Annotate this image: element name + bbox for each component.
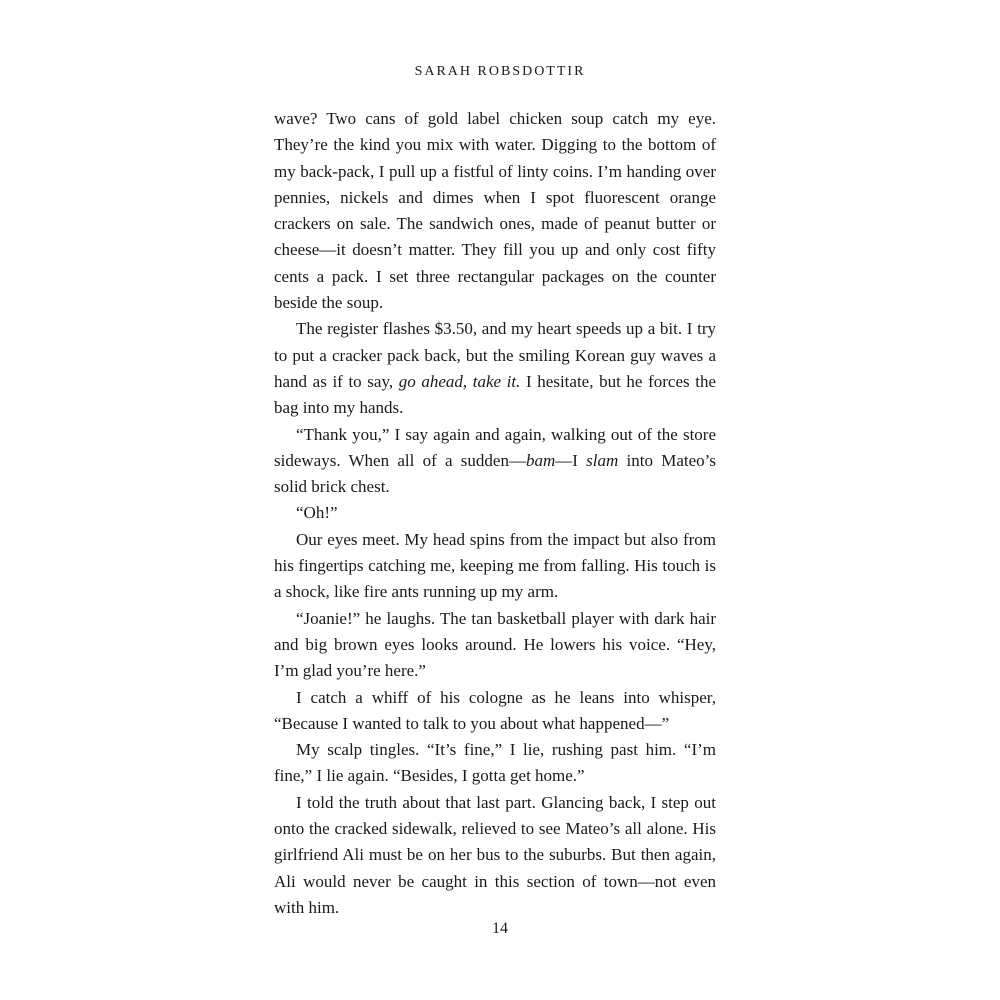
paragraph-7: I catch a whiff of his cologne as he leans into whisper, “Because I wanted to talk to you about what happened—” <box>274 687 716 733</box>
paragraph-2-part-2: I hesitate, but he forces the bag into my hands. <box>274 371 716 418</box>
running-head-author: SARAH ROBSDOTTIR <box>414 64 586 79</box>
paragraph-9: I told the truth about that last part. Glancing back, I step out onto the cracked sidewalk, relieved to see Mateo’s all alone. His girlfriend Ali must be on her bus to the suburbs. But then again, Ali would never be caught in this section of town—not even with him. <box>274 792 716 917</box>
paragraph-3-part-3: into Mateo’s solid brick chest. <box>274 450 717 497</box>
body-text <box>274 106 716 921</box>
paragraph-3 <box>274 422 716 501</box>
paragraph-2-part-1: The register flashes $3.50, and my heart speeds up a bit. I try to put a cracker pack back, but the smiling Korean guy waves a hand as if to say, <box>274 319 716 391</box>
paragraph-8: My scalp tingles. “It’s fine,” I lie, rushing past him. “I’m fine,” I lie again. “Besides, I gotta get home.” <box>274 740 716 786</box>
paragraph-4: “Oh!” <box>296 503 338 523</box>
paragraph-3-italic-2: slam <box>586 450 619 470</box>
paragraph-3-part-1: “Thank you,” I say again and again, walking out of the store sideways. When all of a sudden— <box>274 424 716 470</box>
paragraph-5: Our eyes meet. My head spins from the impact but also from his fingertips catching me, keeping me from falling. His touch is a shock, like fire ants running up my arm. <box>274 529 716 602</box>
paragraph-3-part-2: —I <box>555 450 587 470</box>
paragraph-1: wave? Two cans of gold label chicken soup catch my eye. They’re the kind you mix with water. Digging to the bottom of my back-pack, I pull up a fistful of linty coins. I’m handing over pennies, nickels and dimes when I spot fluorescent orange crackers on sale. The sandwich ones, made of peanut butter or cheese—it doesn’t matter. They fill you up and only cost fifty cents a pack. I set three rectangular packages on the counter beside the soup. <box>274 109 716 313</box>
paragraph-3-italic-1: bam <box>525 450 556 470</box>
page-number: 14 <box>492 920 508 937</box>
paragraph-6: “Joanie!” he laughs. The tan basketball player with dark hair and big brown eyes looks around. He lowers his voice. “Hey, I’m glad you’re here.” <box>274 608 716 681</box>
paragraph-2 <box>274 316 716 421</box>
paragraph-2-italic: go ahead, take it. <box>398 371 521 391</box>
